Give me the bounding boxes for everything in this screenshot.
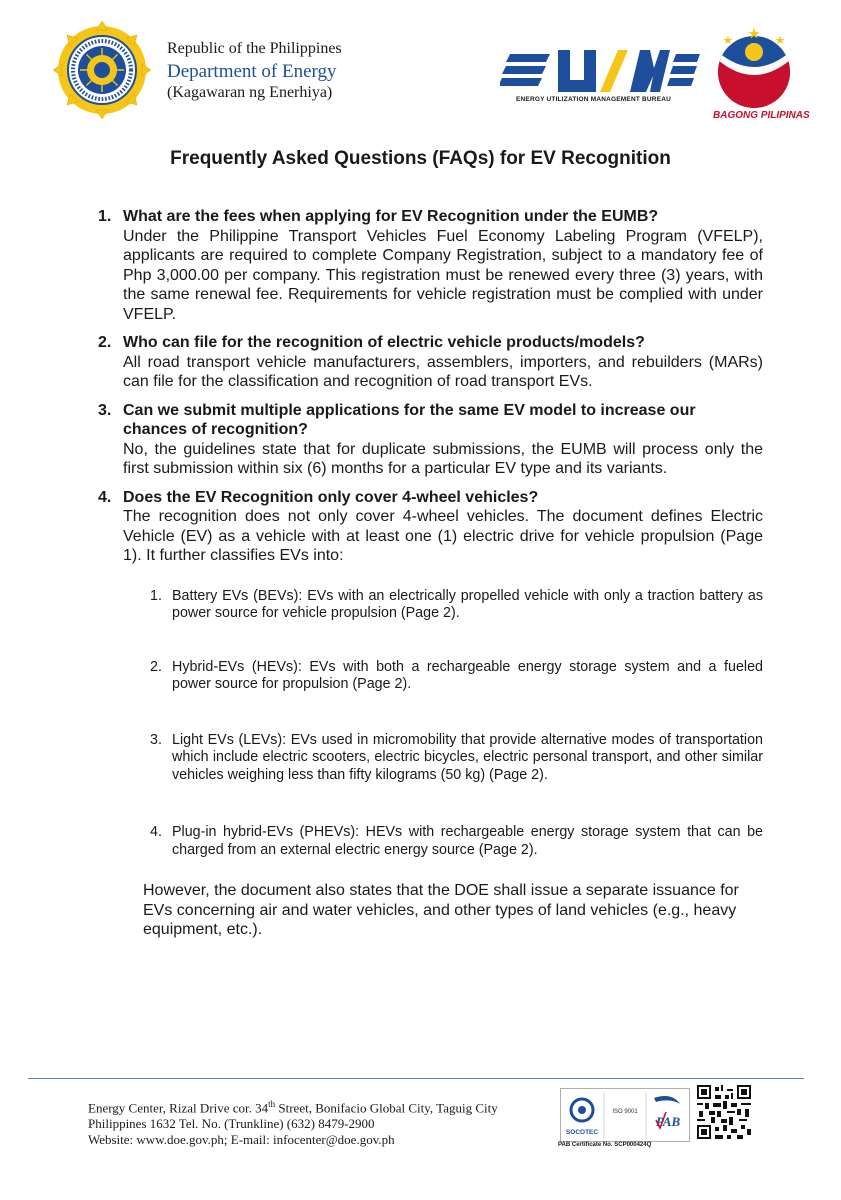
footer-divider — [28, 1078, 804, 1079]
faq-answer: No, the guidelines state that for duplicate submissions, the EUMB will process only the first submission within six (6) months for a particular EV type and its variants. — [123, 440, 763, 477]
faq-answer: All road transport vehicle manufacturers, assemblers, importers, and rebuilders (MARs) can file for the classification and recognition of road transport EVs. — [123, 353, 763, 390]
footer-address — [88, 1096, 498, 1148]
sub-item-number: 2. — [150, 658, 162, 675]
faq-number: 3. — [98, 401, 112, 419]
eumb-caption: ENERGY UTILIZATION MANAGEMENT BUREAU — [516, 96, 672, 103]
socotec-label: SOCOTEC — [565, 1129, 599, 1136]
faq-question: What are the fees when applying for EV Recognition under the EUMB? — [123, 208, 659, 225]
bagong-pilipinas-caption: BAGONG PILIPINAS — [713, 110, 810, 121]
faq-closing-paragraph: However, the document also states that the DOE shall issue a separate issuance for EVs concerning air and water vehicles, and other types of land vehicles (e.g., heavy equipment, etc.). — [143, 882, 739, 938]
faq-question: Who can file for the recognition of electric vehicle products/models? — [123, 334, 645, 351]
footer-line-2: Philippines 1632 Tel. No. (Trunkline) (632) 8479-2900 — [88, 1116, 375, 1132]
faq-answer: Under the Philippine Transport Vehicles Fuel Economy Labeling Program (VFELP), applicants are required to complete Company Registration, subject to a mandatory fee of Php 3,000.00 per company. This registration must be renewed every three (3) years, with the same renewal fee. Requirements for vehicle registration must be complied with under VFELP. — [123, 227, 763, 323]
pab-certificate-caption: PAB Certificate No. SCP000424Q — [558, 1142, 652, 1148]
sub-item-lev — [144, 732, 763, 785]
page-title: Frequently Asked Questions (FAQs) for EV Recognition — [170, 148, 671, 169]
header-republic: Republic of the Philippines — [167, 40, 342, 57]
doe-seal-logo — [52, 20, 152, 120]
faq-item-4 — [98, 488, 763, 940]
sub-item-hev — [144, 659, 763, 694]
faq-number: 1. — [98, 208, 112, 225]
sub-item-text: Light EVs (LEVs): EVs used in micromobility that provide alternative modes of transportation which include electric scooters, electric bicycles, electric personal transport, and other similar vehicles weighing less than fifty kilograms (50 kg) (Page 2). — [172, 731, 763, 783]
sub-item-text: Plug-in hybrid-EVs (PHEVs): HEVs with rechargeable energy storage system that can be charged from an external electric energy source (Page 2). — [172, 824, 763, 858]
qr-code-icon — [697, 1085, 751, 1139]
faq-item-3 — [98, 401, 763, 479]
footer-line-3: Website: www.doe.gov.ph; E-mail: infocenter@doe.gov.ph — [88, 1132, 395, 1148]
iso-label: ISO 9001 — [612, 1109, 638, 1115]
faq-item-1 — [98, 207, 763, 324]
faq-list — [98, 207, 763, 949]
sub-item-number: 1. — [150, 587, 162, 604]
faq-number: 2. — [98, 334, 112, 351]
sub-item-text: Hybrid-EVs (HEVs): EVs with both a rechargeable energy storage system and a fueled power source for propulsion (Page 2). — [172, 658, 763, 692]
faq-answer: The recognition does not only cover 4-wheel vehicles. The document defines Electric Vehicle (EV) as a vehicle with at least one (1) electric drive for vehicle propulsion (Page 1). It further classifies EVs into: — [123, 508, 763, 564]
sub-item-text: Battery EVs (BEVs): EVs with an electrically propelled vehicle with only a traction battery as power source for vehicle propulsion (Page 2). — [172, 587, 763, 621]
header-kagawaran: (Kagawaran ng Enerhiya) — [167, 84, 333, 101]
pab-label: PAB — [655, 1114, 681, 1129]
sub-item-number: 4. — [150, 824, 162, 840]
faq-question: Can we submit multiple applications for the same EV model to increase our chances of recognition? — [123, 401, 696, 438]
faq-question: Does the EV Recognition only cover 4-wheel vehicles? — [123, 488, 539, 506]
bagong-pilipinas-logo — [706, 26, 802, 110]
certification-logos — [560, 1088, 690, 1142]
sub-item-phev — [144, 824, 763, 859]
faq-number: 4. — [98, 488, 112, 506]
sub-item-number: 3. — [150, 731, 162, 748]
header-department: Department of Energy — [167, 61, 337, 82]
faq-item-2 — [98, 333, 763, 392]
sub-item-bev — [144, 588, 763, 623]
footer-line-1: Energy Center, Rizal Drive cor. 34th Street, Bonifacio Global City, Taguig City — [88, 1099, 498, 1116]
